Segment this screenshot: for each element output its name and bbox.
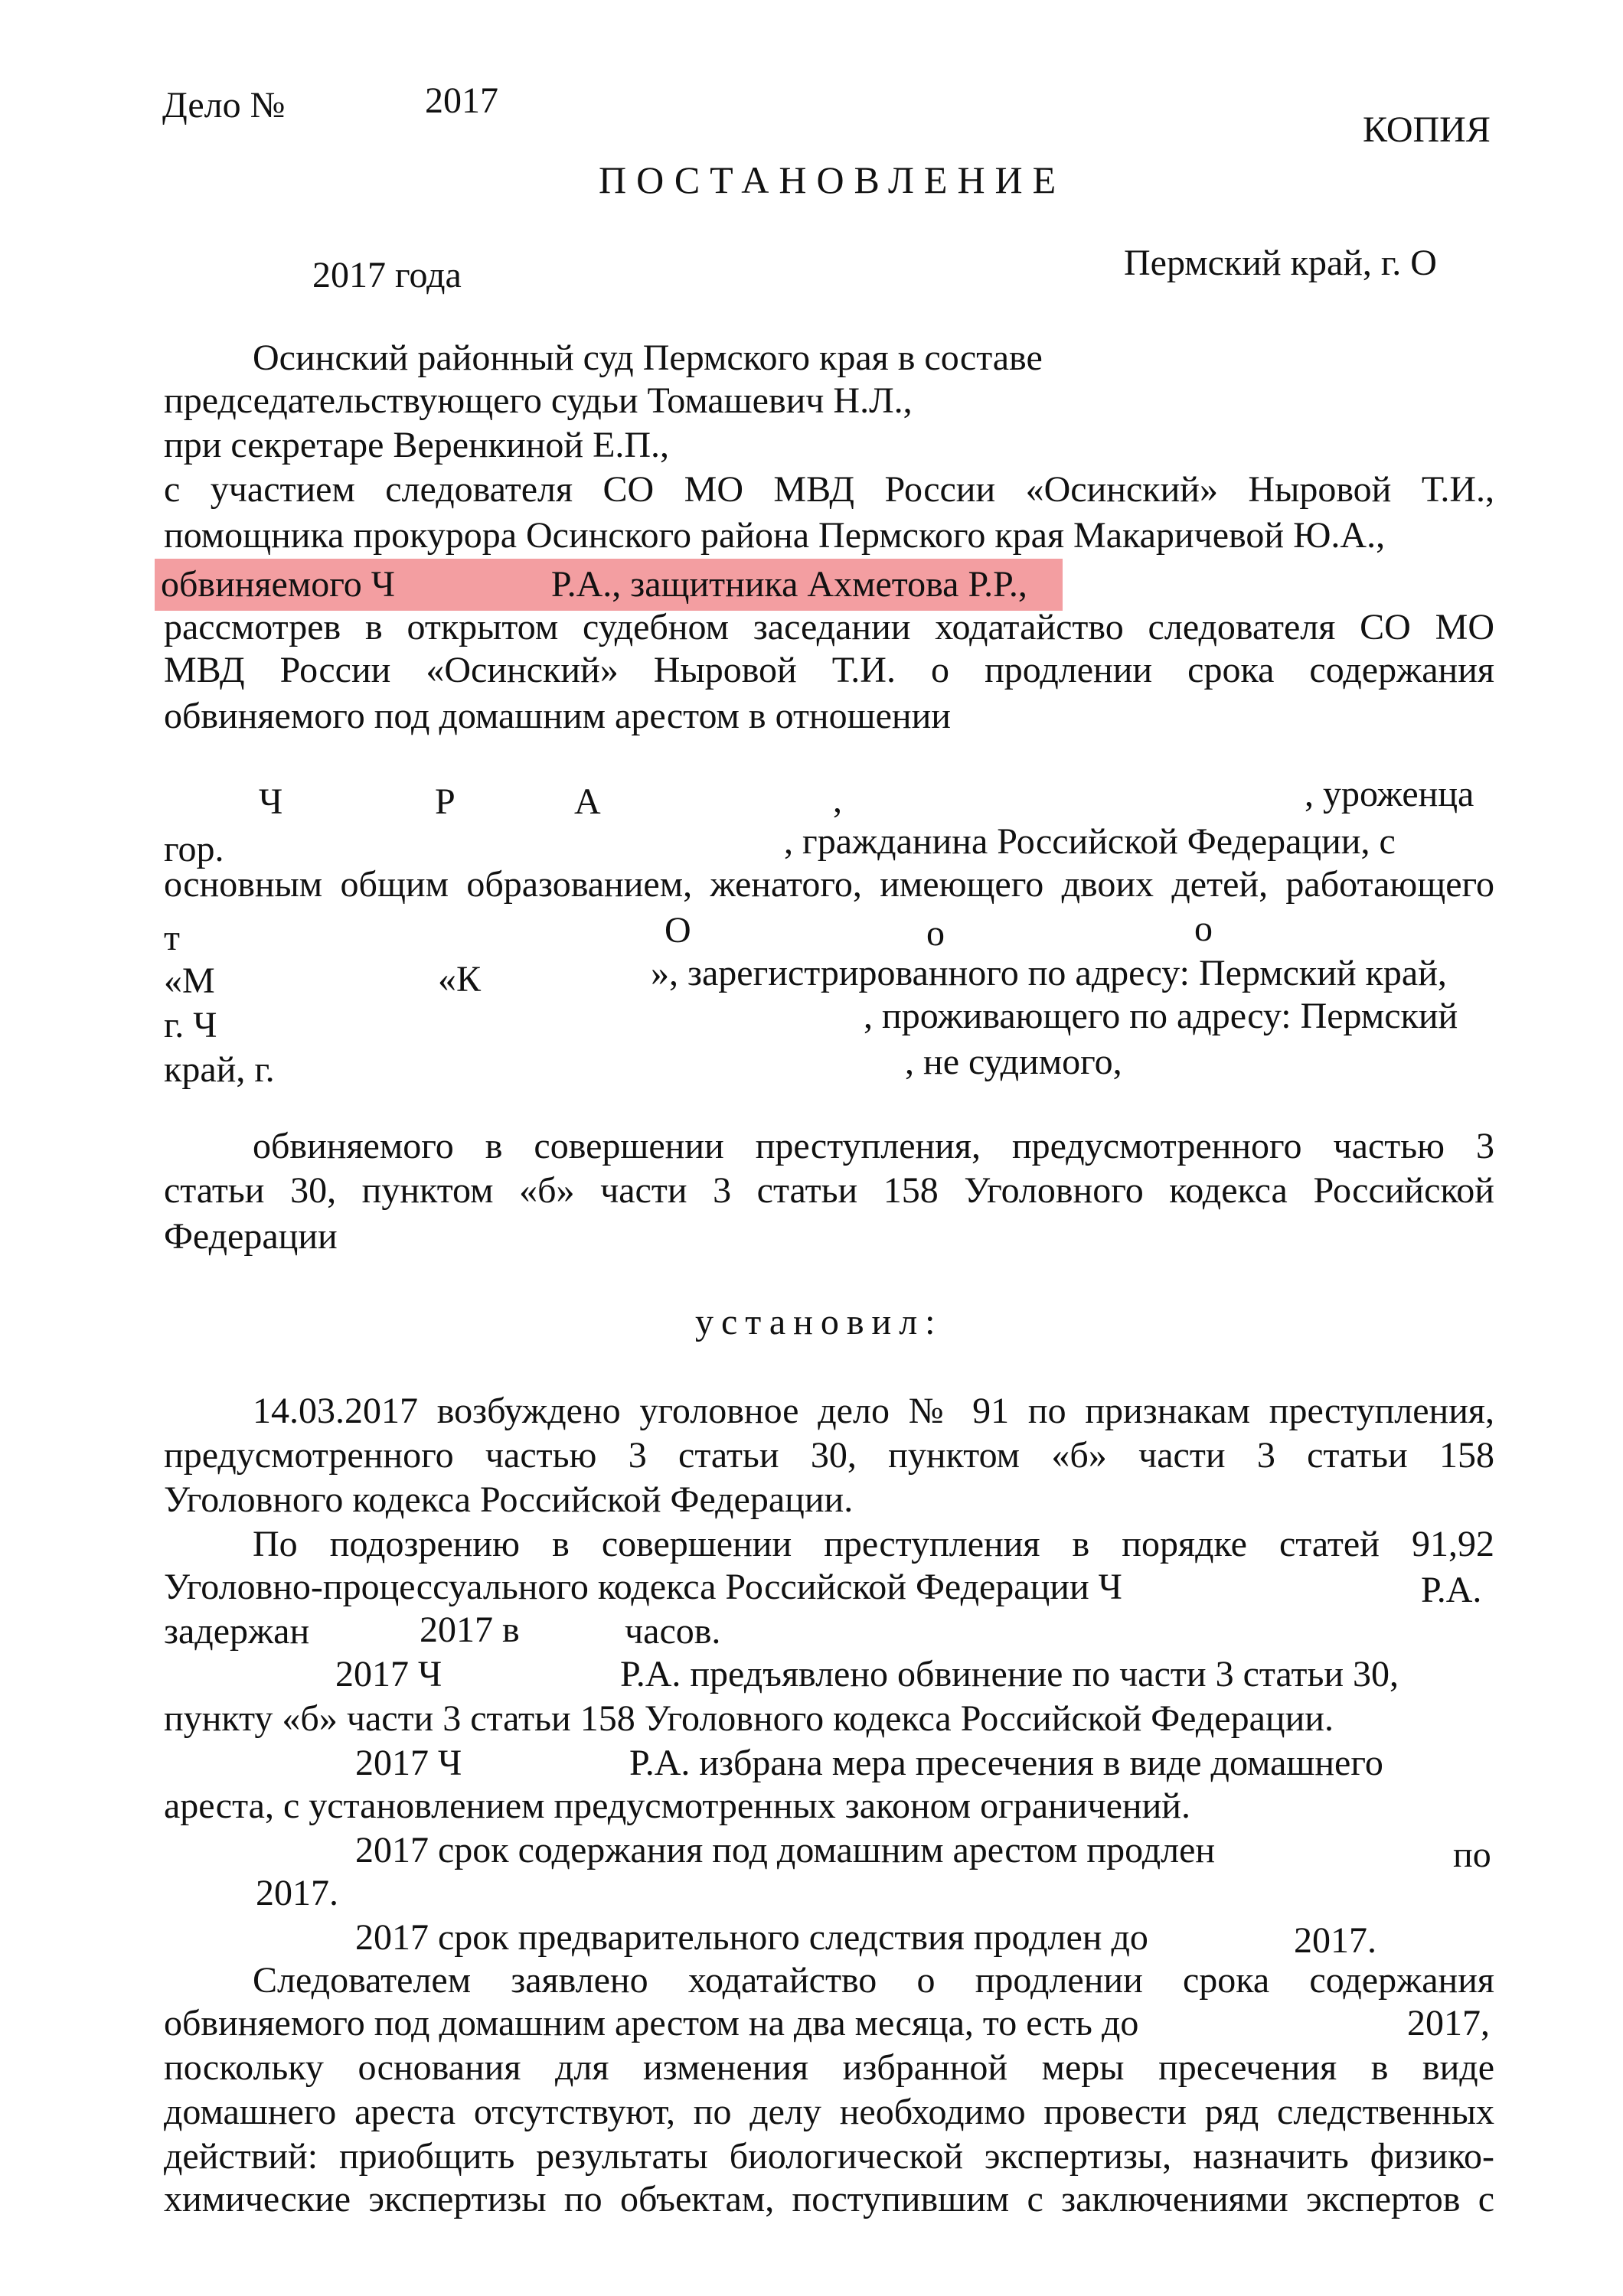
- body-line: Уголовного кодекса Российской Федерации.: [164, 1479, 854, 1520]
- person-initial: А: [574, 781, 601, 822]
- person-text: , не судимого,: [905, 1042, 1122, 1082]
- person-text: т: [164, 918, 180, 958]
- person-text: г. Ч: [164, 1005, 217, 1045]
- court-line: Осинский районный суд Пермского края в составе: [253, 338, 1043, 378]
- body-line: Р.А. избрана мера пресечения в виде домашнего: [629, 1743, 1383, 1783]
- body-line: 2017 в: [420, 1609, 520, 1650]
- body-line: обвиняемого под домашним арестом на два месяца, то есть до: [164, 2003, 1139, 2043]
- established-heading: установил:: [695, 1302, 943, 1342]
- charge-line: Федерации: [164, 1216, 338, 1257]
- body-line: по: [1453, 1835, 1491, 1875]
- person-text: о: [1194, 908, 1213, 949]
- body-line: задержан: [164, 1611, 310, 1652]
- charge-line: статьи 30, пунктом «б» части 3 статьи 158 Уголовного кодекса Российской: [164, 1170, 1494, 1211]
- body-line: 2017 срок содержания под домашним арестом продлен: [355, 1830, 1216, 1870]
- person-text: О: [665, 910, 691, 951]
- person-text: основным общим образованием, женатого, имеющего двоих детей, работающего: [164, 864, 1494, 905]
- body-line: Р.А. предъявлено обвинение по части 3 статьи 30,: [620, 1654, 1399, 1694]
- court-line: с участием следователя СО МО МВД России «Осинский» Ныровой Т.И.,: [164, 469, 1494, 510]
- body-line: действий: приобщить результаты биологической экспертизы, назначить физико-: [164, 2136, 1494, 2177]
- case-year: 2017: [425, 80, 498, 121]
- body-line: 2017.: [256, 1873, 338, 1913]
- body-line: 2017 Ч: [355, 1743, 462, 1783]
- body-line: Следователем заявлено ходатайство о продлении срока содержания: [253, 1960, 1494, 2001]
- court-line: помощника прокурора Осинского района Пермского края Макаричевой Ю.А.,: [164, 515, 1386, 556]
- body-line: пункту «б» части 3 статьи 158 Уголовного кодекса Российской Федерации.: [164, 1698, 1334, 1739]
- body-line: 2017 срок предварительного следствия продлен до: [355, 1917, 1148, 1958]
- body-line: 14.03.2017 возбуждено уголовное дело № 91 по признакам преступления,: [253, 1391, 1494, 1431]
- case-number-label: Дело №: [162, 85, 286, 126]
- body-line: предусмотренного частью 3 статьи 30, пунктом «б» части 3 статьи 158: [164, 1435, 1494, 1476]
- person-text: , уроженца: [1305, 774, 1474, 814]
- person-initial: Р: [435, 781, 456, 822]
- court-line: председательствующего судьи Томашевич Н.Л.,: [164, 380, 913, 421]
- person-text: , проживающего по адресу: Пермский: [864, 996, 1458, 1036]
- court-line: МВД России «Осинский» Ныровой Т.И. о продлении срока содержания: [164, 650, 1494, 690]
- body-line: 2017.: [1294, 1920, 1376, 1961]
- body-line: По подозрению в совершении преступления в порядке статей 91,92: [253, 1524, 1494, 1564]
- body-line: 2017 Ч: [335, 1654, 442, 1694]
- person-text: «М: [164, 960, 215, 1001]
- person-text: », зарегистрированного по адресу: Пермский край,: [651, 953, 1447, 993]
- copy-stamp: КОПИЯ: [1363, 109, 1491, 150]
- person-text: , гражданина Российской Федерации, с: [784, 821, 1396, 862]
- document-place: Пермский край, г. О: [1124, 243, 1437, 283]
- charge-line: обвиняемого в совершении преступления, предусмотренного частью 3: [253, 1126, 1494, 1166]
- court-line: обвиняемого под домашним арестом в отношении: [164, 696, 951, 736]
- document-date: 2017 года: [312, 255, 462, 295]
- person-text: «К: [438, 959, 482, 1000]
- document-title: ПОСТАНОВЛЕНИЕ: [599, 158, 1066, 201]
- body-line: Р.А.: [1421, 1570, 1482, 1610]
- body-line: поскольку основания для изменения избранной меры пресечения в виде: [164, 2047, 1494, 2088]
- court-line: при секретаре Веренкиной Е.П.,: [164, 425, 670, 465]
- body-line: ареста, с установлением предусмотренных законом ограничений.: [164, 1786, 1190, 1826]
- person-text: гор.: [164, 829, 224, 869]
- body-line: Уголовно-процессуального кодекса Российской Федерации Ч: [164, 1567, 1122, 1607]
- person-initial: Ч: [259, 781, 283, 822]
- body-line: 2017,: [1407, 2003, 1490, 2043]
- person-text: о: [926, 913, 945, 954]
- court-line: рассмотрев в открытом судебном заседании ходатайство следователя СО МО: [164, 607, 1494, 647]
- body-line: химические экспертизы по объектам, поступившим с заключениями экспертов с: [164, 2179, 1494, 2219]
- court-line-highlighted: обвиняемого Ч Р.А., защитника Ахметова Р.Р.,: [161, 564, 1027, 605]
- body-line: часов.: [625, 1611, 721, 1652]
- body-line: домашнего ареста отсутствуют, по делу необходимо провести ряд следственных: [164, 2092, 1494, 2132]
- person-comma: ,: [833, 780, 842, 820]
- person-text: край, г.: [164, 1049, 275, 1090]
